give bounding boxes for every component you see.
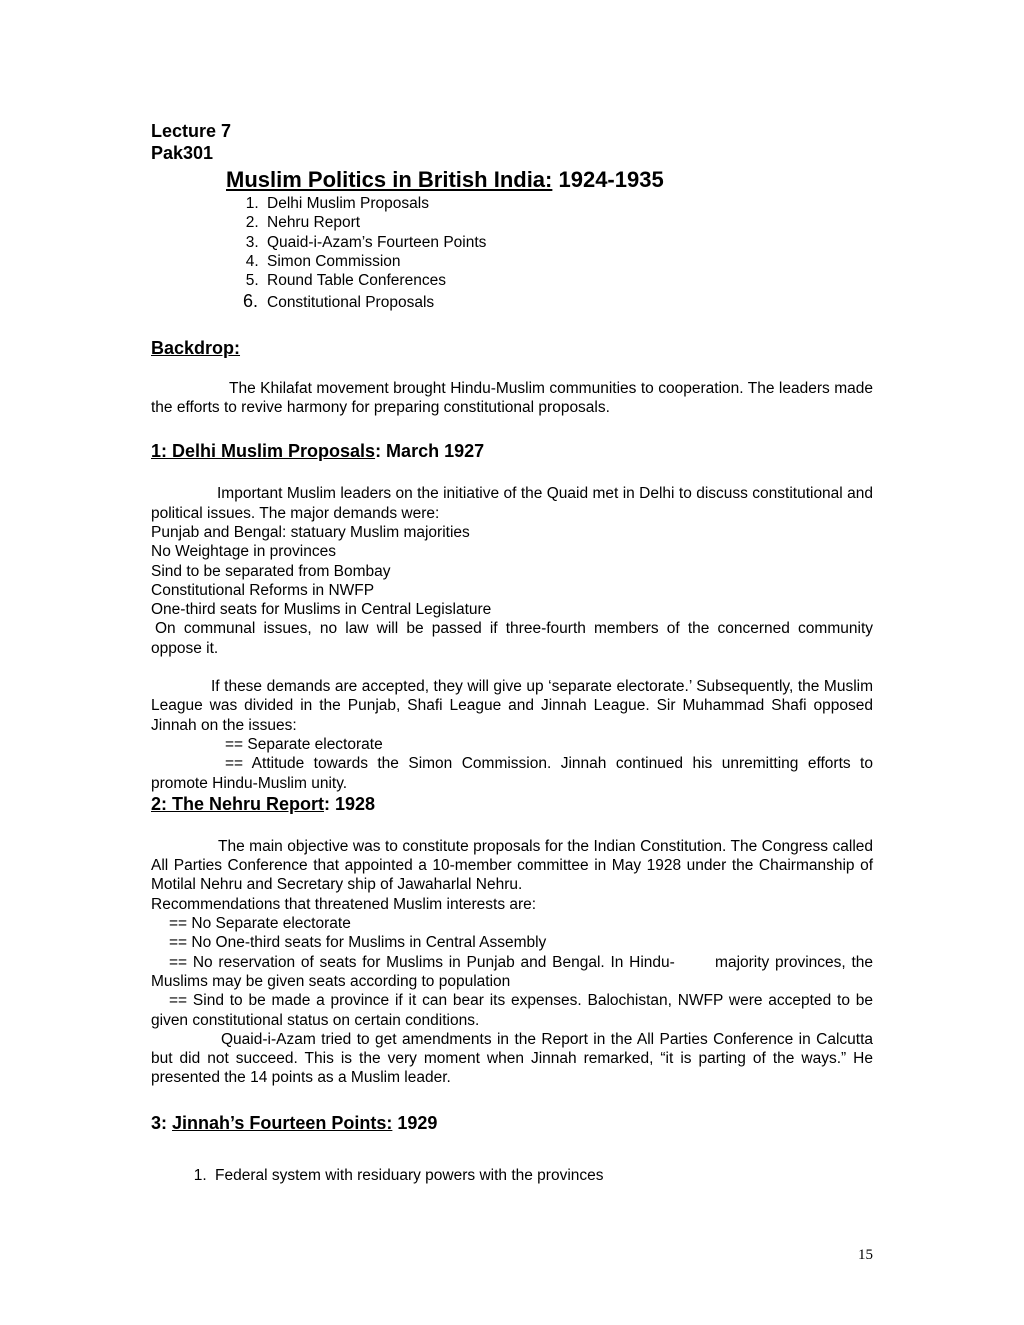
issue-item: == Separate electorate <box>225 735 383 753</box>
delhi-heading-underlined: 1: Delhi Muslim Proposals <box>151 441 376 462</box>
document-page <box>151 120 878 1185</box>
nehru-heading-rest: : 1928 <box>324 793 376 814</box>
topic-item: 3. Quaid-i-Azam’s Fourteen Points <box>263 233 873 252</box>
page-number: 15 <box>858 1247 873 1263</box>
topic-item: 1. Delhi Muslim Proposals <box>263 194 873 213</box>
title-years: 1924-1935 <box>552 167 664 192</box>
delhi-paragraph-2: If these demands are accepted, they will give up ‘separate electorate.’ Subsequently, the Muslim League was divided in the Punjab, Shafi League and Jinnah League. Sir Muhammad Shafi opposed Jinnah on the issues: <box>151 678 873 734</box>
recommendation-item: == Sind to be made a province if it can bear its expenses. Balochistan, NWFP were accepted to be given constitutional status on certain conditions. <box>151 992 873 1029</box>
topic-item: 2. Nehru Report <box>263 213 873 232</box>
demand-item: Punjab and Bengal: statuary Muslim majorities <box>151 523 470 541</box>
recommendation-item: == No reservation of seats for Muslims in Punjab and Bengal. In Hindu- majority provinces, the Muslims may be given seats according to population <box>151 953 878 990</box>
delhi-heading-rest: : March 1927 <box>375 441 485 462</box>
jinnah-heading-rest: 1929 <box>392 1112 438 1133</box>
jinnah-heading <box>151 1112 873 1134</box>
topics-list <box>151 194 873 313</box>
backdrop-paragraph: The Khilafat movement brought Hindu-Muslim communities to cooperation. The leaders made the efforts to revive harmony for preparing constitutional proposals. <box>151 379 873 417</box>
recommendations-intro: Recommendations that threatened Muslim interests are: <box>151 895 537 913</box>
demand-item: Sind to be separated from Bombay <box>151 562 391 580</box>
course-code: Pak301 <box>151 143 214 163</box>
nehru-heading <box>151 793 873 815</box>
jinnah-heading-prefix: 3: <box>151 1112 173 1133</box>
topic-item: 5. Round Table Conferences <box>263 271 873 290</box>
point-item: 1. Federal system with residuary powers with the provinces <box>211 1166 873 1185</box>
nehru-heading-underlined: 2: The Nehru Report <box>151 793 325 814</box>
backdrop-heading: Backdrop: <box>151 337 241 358</box>
recommendation-item: == No One-third seats for Muslims in Central Assembly <box>169 934 547 952</box>
topic-item: 4. Simon Commission <box>263 252 873 271</box>
page-title <box>226 166 873 194</box>
topic-item: 6. Constitutional Proposals <box>263 292 873 312</box>
jinnah-heading-underlined: Jinnah’s Fourteen Points: <box>172 1112 393 1133</box>
title-underlined: Muslim Politics in British India: <box>226 167 553 192</box>
demands-list <box>151 523 873 619</box>
fourteen-points-list <box>151 1166 873 1185</box>
lecture-label: Lecture 7 <box>151 121 232 141</box>
issue-item: == Attitude towards the Simon Commission. Jinnah continued his unremitting efforts to promote Hindu-Muslim unity. <box>151 755 873 792</box>
recommendation-item: == No Separate electorate <box>169 915 351 933</box>
delhi-intro: Important Muslim leaders on the initiative of the Quaid met in Delhi to discuss constitutional and political issues. The major demands were: <box>151 485 873 522</box>
nehru-paragraph: The main objective was to constitute proposals for the Indian Constitution. The Congress called All Parties Conference that appointed a 10-member committee in May 1928 under the Chairmanship of Motilal Nehru and Secretary ship of Jawaharlal Nehru. <box>151 837 873 894</box>
nehru-closing: Quaid-i-Azam tried to get amendments in the Report in the All Parties Conference in Calcutta but did not succeed. This is the very moment when Jinnah remarked, “it is parting of the ways.” He presented the 14 points as a Muslim leader. <box>151 1030 873 1087</box>
delhi-heading <box>151 440 873 462</box>
demand-item: No Weightage in provinces <box>151 543 336 561</box>
communal-issues: On communal issues, no law will be passed if three-fourth members of the concerned community oppose it. <box>151 620 873 657</box>
demand-item: Constitutional Reforms in NWFP <box>151 581 375 599</box>
demand-item: One-third seats for Muslims in Central Legislature <box>151 601 492 619</box>
